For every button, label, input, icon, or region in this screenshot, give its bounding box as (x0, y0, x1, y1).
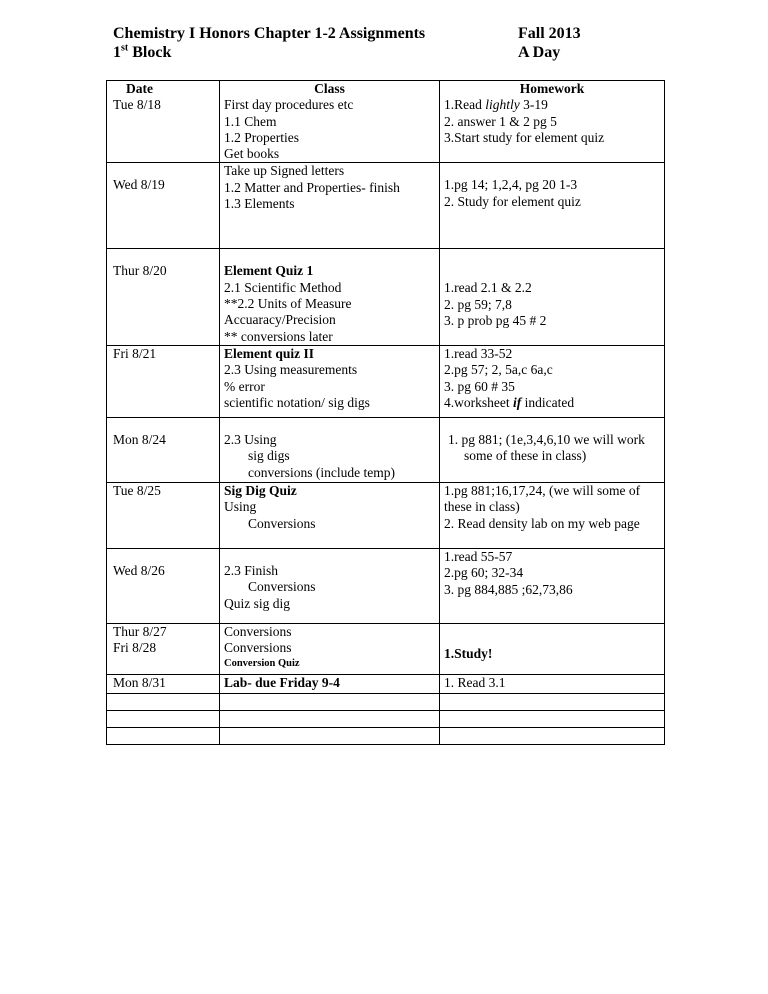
hw-line: 3. pg 884,885 ;62,73,86 (444, 581, 573, 597)
class-cell (220, 81, 440, 163)
empty-row (107, 727, 665, 744)
hw-line: 1. Read 3.1 (444, 674, 506, 690)
class-line: **2.2 Units of Measure (224, 296, 352, 312)
table-row (107, 249, 665, 345)
class-line: 1.1 Chem (224, 113, 277, 129)
quiz-label: Element Quiz 1 (224, 263, 314, 279)
table-row (107, 674, 665, 693)
term-block (518, 24, 581, 62)
class-line: 2.1 Scientific Method (224, 279, 342, 295)
class-line: scientific notation/ sig digs (224, 394, 370, 410)
class-cell (220, 417, 440, 482)
date-cell (107, 345, 220, 417)
date-value: Wed 8/19 (113, 177, 165, 193)
class-cell (220, 163, 440, 249)
table-row (107, 482, 665, 548)
homework-cell (440, 548, 665, 623)
homework-cell (440, 417, 665, 482)
hw-line: 4.worksheet if indicated (444, 394, 575, 410)
empty-row (107, 710, 665, 727)
hw-line: 1.read 55-57 (444, 548, 513, 564)
homework-cell (440, 345, 665, 417)
document-title: Chemistry I Honors Chapter 1-2 Assignments (113, 25, 426, 42)
date-value: Fri 8/21 (113, 345, 157, 361)
homework-cell (440, 163, 665, 249)
class-cell (220, 674, 440, 693)
class-line: Conversions (248, 515, 316, 531)
class-line: 1.3 Elements (224, 196, 295, 212)
class-line: ** conversions later (224, 328, 333, 344)
table-row (107, 623, 665, 674)
hw-line: 2.pg 57; 2, 5a,c 6a,c (444, 362, 553, 378)
date-value: Mon 8/31 (113, 674, 166, 690)
document-title-block (113, 24, 425, 62)
quiz-label: Element quiz II (224, 345, 315, 361)
date-cell (107, 623, 220, 674)
date-cell (107, 249, 220, 345)
table-row (107, 417, 665, 482)
date-value: Thur 8/27 (113, 623, 167, 639)
class-cell (220, 345, 440, 417)
class-line: 2.3 Using (224, 431, 277, 447)
class-line: Using (224, 499, 257, 515)
homework-cell (440, 674, 665, 693)
class-line: 1.2 Properties (224, 129, 299, 145)
table-row (107, 548, 665, 623)
class-cell (220, 548, 440, 623)
class-cell (220, 623, 440, 674)
hw-line: 3. p prob pg 45 # 2 (444, 313, 547, 329)
block-label: 1st Block (113, 42, 172, 61)
class-line: First day procedures etc (224, 97, 354, 113)
class-line: Conversions (224, 623, 292, 639)
date-value: Thur 8/20 (113, 263, 167, 279)
hw-line: 1. pg 881; (1e,3,4,6,10 we will work some of these in class) (448, 431, 645, 464)
hw-line: 2.pg 60; 32-34 (444, 565, 524, 581)
hw-line: 1.Study! (444, 645, 493, 661)
hw-line: 1.pg 881;16,17,24, (we will some of these in class) (444, 482, 641, 515)
table-row (107, 81, 665, 163)
date-value: Tue 8/18 (113, 97, 161, 113)
date-cell (107, 417, 220, 482)
hw-line: 2. Read density lab on my web page (444, 515, 640, 531)
class-line: Conversions (248, 579, 316, 595)
date-cell (107, 674, 220, 693)
class-line: Quiz sig dig (224, 595, 290, 611)
homework-cell (440, 623, 665, 674)
homework-header: Homework (519, 81, 585, 96)
date-cell (107, 163, 220, 249)
hw-line: 1.read 2.1 & 2.2 (444, 280, 532, 296)
table-row (107, 345, 665, 417)
date-value: Mon 8/24 (113, 431, 166, 447)
class-line: Get books (224, 146, 280, 162)
class-line: % error (224, 378, 265, 394)
empty-row (107, 693, 665, 710)
homework-cell (440, 482, 665, 548)
table-row (107, 163, 665, 249)
date-header: Date (126, 81, 153, 96)
hw-line: 3.Start study for element quiz (444, 129, 605, 145)
assignments-table (106, 80, 665, 745)
term-label: Fall 2013 (518, 25, 581, 42)
class-line: Accuaracy/Precision (224, 312, 336, 328)
date-value: Tue 8/25 (113, 482, 161, 498)
homework-cell (440, 249, 665, 345)
date-cell (107, 548, 220, 623)
day-label: A Day (518, 44, 561, 61)
quiz-label: Sig Dig Quiz (224, 482, 297, 498)
homework-cell (440, 81, 665, 163)
lab-label: Lab- due Friday 9-4 (224, 674, 340, 690)
class-line: Conversions (224, 640, 292, 656)
hw-line: 3. pg 60 # 35 (444, 378, 515, 394)
class-line: 2.3 Finish (224, 562, 279, 578)
hw-line: 1.pg 14; 1,2,4, pg 20 1-3 (444, 177, 578, 193)
date-cell (107, 81, 220, 163)
class-line: 1.2 Matter and Properties- finish (224, 179, 400, 195)
class-line: Take up Signed letters (224, 163, 345, 179)
hw-line: 1.Read lightly 3-19 (444, 97, 548, 113)
class-cell (220, 482, 440, 548)
hw-line: 1.read 33-52 (444, 345, 513, 361)
class-cell (220, 249, 440, 345)
date-value: Wed 8/26 (113, 562, 165, 578)
hw-line: 2. answer 1 & 2 pg 5 (444, 113, 557, 129)
date-cell (107, 482, 220, 548)
class-line: conversions (include temp) (248, 464, 395, 480)
class-header: Class (314, 81, 345, 96)
date-value: Fri 8/28 (113, 640, 157, 656)
hw-line: 2. Study for element quiz (444, 193, 581, 209)
class-line: 2.3 Using measurements (224, 362, 358, 378)
quiz-label: Conversion Quiz (224, 657, 300, 669)
hw-line: 2. pg 59; 7,8 (444, 296, 512, 312)
class-line: sig digs (248, 448, 290, 464)
